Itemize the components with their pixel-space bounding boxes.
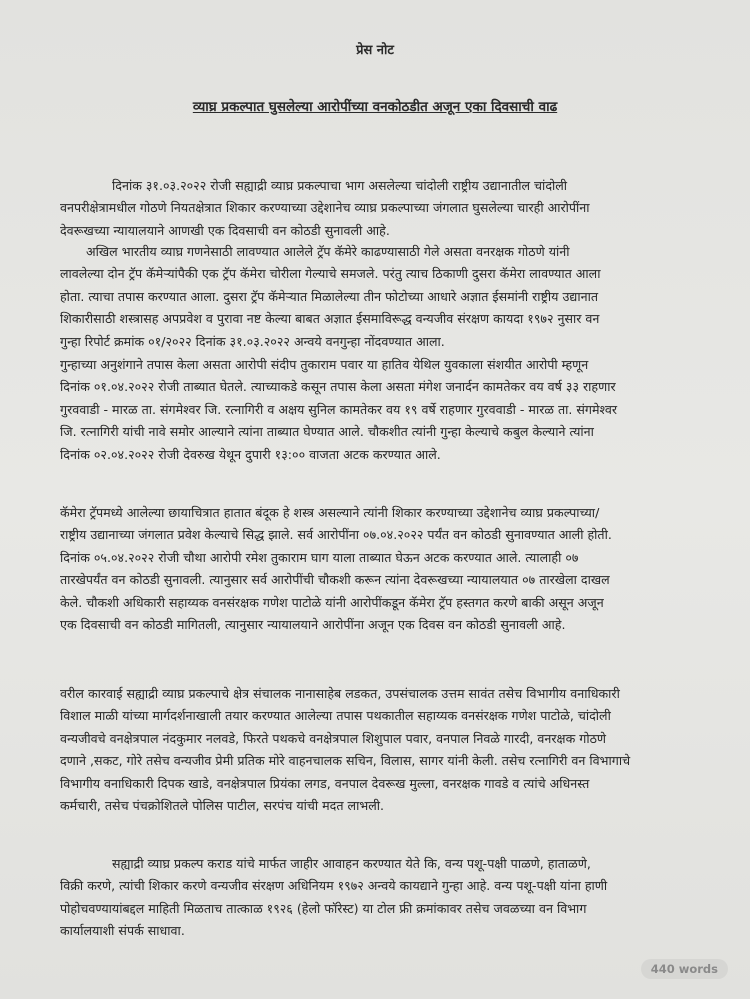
paragraph-line: विभागीय वनाधिकारी दिपक खाडे, वनक्षेत्रपाल प्रियंका लगड, वनपाल देवरूख मुल्ला, वनरक्षक गावडे व त्यांचे अधिनस्त xyxy=(60,775,590,791)
page-title: प्रेस नोट xyxy=(356,43,394,58)
paragraph-2 xyxy=(60,241,700,353)
paragraph-1 xyxy=(60,175,700,242)
paragraph-6 xyxy=(60,853,700,943)
headline: व्याघ्र प्रकल्पात घुसलेल्या आरोपींच्या वनकोठडीत अजून एका दिवसाची वाढ xyxy=(192,99,558,115)
paragraph-line: लावलेल्या दोन ट्रॅप कॅमेऱ्यांपैकी एक ट्रॅप कॅमेरा चोरीला गेल्याचे समजले. परंतु त्याच ठिकाणी दुसरा कॅमेरा लावण्यात आला xyxy=(60,266,601,282)
paragraph-line: दिनांक ३१.०३.२०२२ रोजी सह्याद्री व्याघ्र प्रकल्पाचा भाग असलेल्या चांदोली राष्ट्रीय उद्यानातील चांदोली xyxy=(112,178,568,193)
paragraph-line: राष्ट्रीय उद्यानाच्या जंगलात प्रवेश केल्याचे सिद्ध झाले. सर्व आरोपींना ०७.०४.२०२२ पर्यंत वन कोठडी सुनावण्यात आली होती. xyxy=(60,527,612,543)
paragraph-5 xyxy=(60,683,700,817)
word-count-badge[interactable]: 440 words xyxy=(641,959,728,979)
paragraph-line: पोहोचवण्यायांबद्दल माहिती मिळताच तात्काळ १९२६ (हेलो फॉरेस्ट) या टोल फ्री क्रमांकावर तसेच जवळच्या वन विभाग xyxy=(60,900,587,916)
paragraph-line: गुरववाडी - मारळ ता. संगमेश्वर जि. रत्नागिरी व अक्षय सुनिल कामतेकर वय १९ वर्षे राहणार गुरववाडी - मारळ ता. संगमेश्वर xyxy=(60,401,618,417)
paragraph-line: होता. त्याचा तपास करण्यात आला. दुसरा ट्रॅप कॅमेऱ्यात मिळालेल्या तीन फोटोच्या आधारे अज्ञात ईसमांनी राष्ट्रीय उद्यानात xyxy=(60,288,599,304)
paragraph-line: अखिल भारतीय व्याघ्र गणनेसाठी लावण्यात आलेले ट्रॅप कॅमेरे काढण्यासाठी गेले असता वनरक्षक गोठणे यांनी xyxy=(86,244,570,259)
paragraph-4 xyxy=(60,502,700,636)
paragraph-line: कॅमेरा ट्रॅपमध्ये आलेल्या छायाचित्रात हातात बंदूक हे शस्त्र असल्याने त्यांनी शिकार करण्याच्या उद्देशानेच व्याघ्र प्रकल्पाच्या/ xyxy=(60,505,600,520)
paragraph-line: विशाल माळी यांच्या मार्गदर्शनाखाली तयार करण्यात आलेल्या तपास पथकातील सहाय्यक वनसंरक्षक गणेश पाटोळे, चांदोली xyxy=(60,708,611,724)
paragraph-line: वन्यजीवचे वनक्षेत्रपाल नंदकुमार नलवडे, फिरते पथकचे वनक्षेत्रपाल शिशुपाल पवार, वनपाल निवळे गारदी, वनरक्षक गोठणे xyxy=(60,730,607,746)
paragraph-line: कार्यालयाशी संपर्क साधावा. xyxy=(60,923,185,939)
paragraph-line: कर्मचारी, तसेच पंचक्रोशितले पोलिस पाटील, सरपंच यांची मदत लाभली. xyxy=(60,798,385,814)
paragraph-line: दणाने ,सकट, गोरे तसेच वन्यजीव प्रेमी प्रतिक मोरे वाहनचालक सचिन, विलास, सागर यांनी केली. तसेच रत्नागिरी वन विभागाचे xyxy=(60,753,631,769)
paragraph-line: दिनांक ०२.०४.२०२२ रोजी देवरुख येथून दुपारी १३:०० वाजता अटक करण्यात आले. xyxy=(60,446,441,462)
paragraph-line: शिकारीसाठी शस्त्रासह अपप्रवेश व पुरावा नष्ट केल्या बाबत अज्ञात ईसमाविरूद्ध वन्यजीव संरक्षण कायदा १९७२ नुसार वन xyxy=(60,311,600,327)
paragraph-line: गुन्हा रिपोर्ट क्रमांक ०१/२०२२ दिनांक ३१.०३.२०२२ अन्वये वनगुन्हा नोंदवण्यात आला. xyxy=(60,333,445,349)
paragraph-line: वरील कारवाई सह्याद्री व्याघ्र प्रकल्पाचे क्षेत्र संचालक नानासाहेब लडकत, उपसंचालक उत्तम सावंत तसेच विभागीय वनाधिकारी xyxy=(60,686,620,701)
paragraph-line: एक दिवसाची वन कोठडी मागितली, त्यानुसार न्यायालयाने आरोपींना अजून एक दिवस वन कोठडी सुनावली आहे. xyxy=(60,617,566,633)
paragraph-line: गुन्हाच्या अनुशंगाने तपास केला असता आरोपी संदीप तुकाराम पवार या हातिव येथिल युवकाला संशयीत आरोपी म्हणून xyxy=(60,357,589,372)
paragraph-line: दिनांक ०५.०४.२०२२ रोजी चौथा आरोपी रमेश तुकाराम घाग याला ताब्यात घेऊन अटक करण्यात आले. त्यालाही ०७ xyxy=(60,549,579,565)
paragraph-line: सह्याद्री व्याघ्र प्रकल्प कराड यांचे मार्फत जाहीर आवाहन करण्यात येते कि, वन्य पशू-पक्षी पाळणे, हाताळणे, xyxy=(112,856,591,871)
paragraph-line: जि. रत्नागिरी यांची नावे समोर आल्याने त्यांना ताब्यात घेण्यात आले. चौकशीत त्यांनी गुन्हा केल्याचे कबुल केल्याने त्यांना xyxy=(60,424,594,440)
paragraph-3 xyxy=(60,354,700,466)
paragraph-line: केले. चौकशी अधिकारी सहाय्यक वनसंरक्षक गणेश पाटोळे यांनी आरोपींकडून कॅमेरा ट्रॅप हस्तगत करणे बाकी असून अजून xyxy=(60,594,604,610)
paragraph-line: देवरूखच्या न्यायालयाने आणखी एक दिवसाची वन कोठडी सुनावली आहे. xyxy=(60,222,390,238)
paragraph-line: दिनांक ०१.०४.२०२२ रोजी ताब्यात घेतले. त्याच्याकडे कसून तपास केला असता मंगेश जनार्दन कामतेकर वय वर्ष ३३ राहणार xyxy=(60,379,616,395)
paragraph-line: विक्री करणे, त्यांची शिकार करणे वन्यजीव संरक्षण अधिनियम १९७२ अन्वये कायद्याने गुन्हा आहे. वन्य पशू-पक्षी यांना हाणी xyxy=(60,878,608,894)
paragraph-line: तारखेपर्यंत वन कोठडी सुनावली. त्यानुसार सर्व आरोपींची चौकशी करून त्यांना देवरूखच्या न्यायालयात ०७ तारखेला दाखल xyxy=(60,572,610,588)
paragraph-line: वनपरीक्षेत्रामधील गोठणे नियतक्षेत्रात शिकार करण्याच्या उद्देशानेच व्याघ्र प्रकल्पाच्या जंगलात घुसलेल्या चारही आरोपींना xyxy=(60,200,590,216)
